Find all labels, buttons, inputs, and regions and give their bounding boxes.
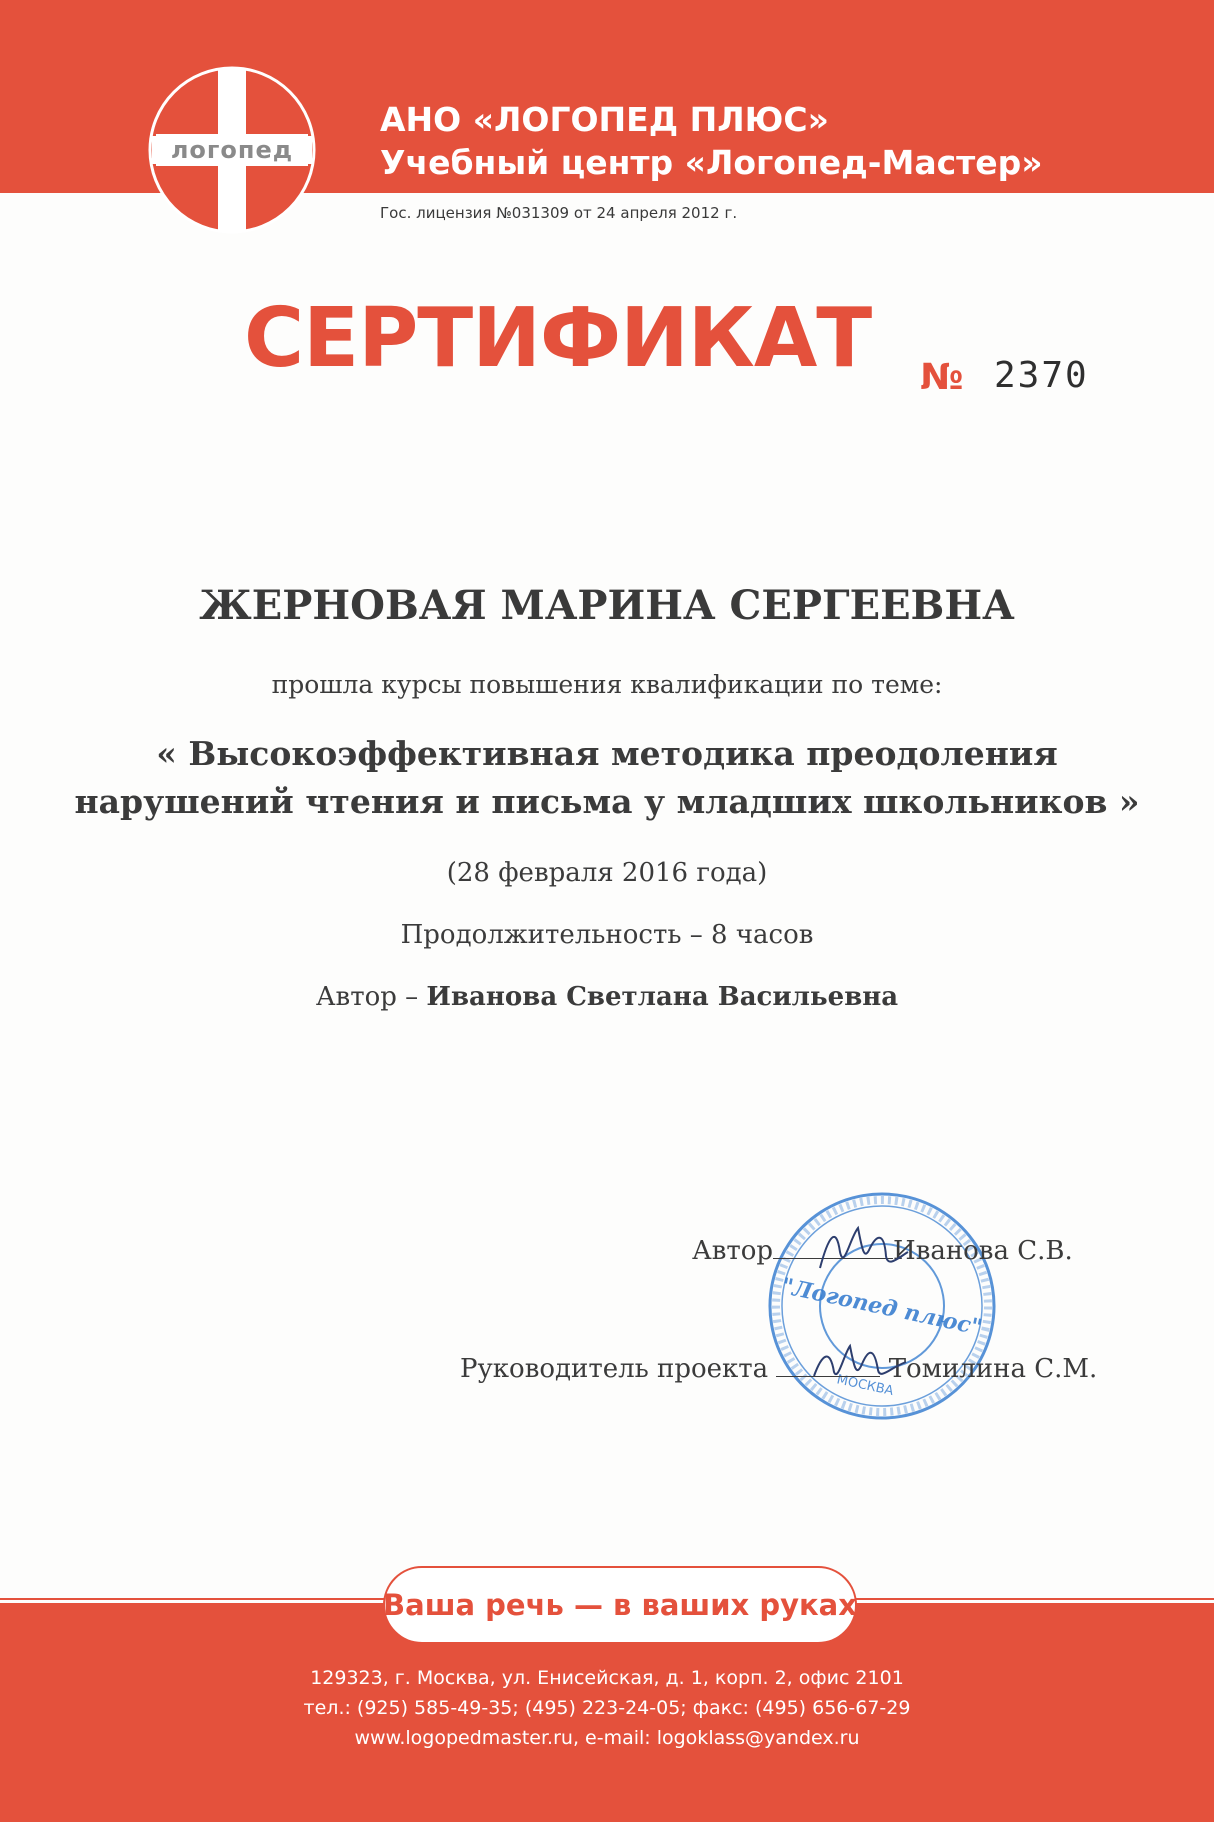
license-text: Гос. лицензия №031309 от 24 апреля 2012 г. [380, 204, 738, 222]
manager-signature-name: Томилина С.М. [888, 1354, 1098, 1384]
stamp-center-text: "Логопед плюс" [779, 1272, 985, 1341]
slogan-text: Ваша речь — в ваших руках [383, 1588, 857, 1622]
recipient-name: ЖЕРНОВАЯ МАРИНА СЕРГЕЕВНА [199, 582, 1015, 629]
author-signature-name: Иванова С.В. [893, 1236, 1073, 1266]
course-author [0, 982, 1214, 1012]
footer-address: 129323, г. Москва, ул. Енисейская, д. 1, корп. 2, офис 2101 [310, 1667, 904, 1689]
manager-signature-scribble [810, 1332, 910, 1388]
author-role: Автор [692, 1236, 774, 1266]
stamp-city: МОСКВА [835, 1372, 895, 1400]
certificate-number-label: № [920, 357, 964, 398]
footer-phones: тел.: (925) 585-49-35; (495) 223-24-05; факс: (495) 656-67-29 [303, 1697, 911, 1719]
course-topic-line1: « Высокоэффективная методика преодоления [156, 734, 1058, 773]
certificate-number: 2370 [994, 355, 1089, 396]
author-signature-scribble [814, 1218, 914, 1278]
logo-icon [148, 66, 316, 234]
certificate-title: СЕРТИФИКАТ [244, 291, 872, 386]
course-author-name: Иванова Светлана Васильевна [426, 982, 899, 1012]
manager-signature-row [460, 1354, 1097, 1384]
manager-role: Руководитель проекта [460, 1354, 769, 1384]
training-center-name: Учебный центр «Логопед-Мастер» [380, 143, 1043, 182]
course-intro: прошла курсы повышения квалификации по теме: [271, 670, 943, 699]
course-topic-line2: нарушений чтения и письма у младших школьников » [74, 782, 1140, 821]
logo-text: логопед [170, 136, 294, 164]
organization-name: АНО «ЛОГОПЕД ПЛЮС» [380, 100, 829, 139]
course-date: (28 февраля 2016 года) [446, 858, 768, 888]
footer-web: www.logopedmaster.ru, e-mail: logoklass@yandex.ru [354, 1727, 860, 1749]
course-author-label: Автор – [315, 982, 427, 1012]
course-duration: Продолжительность – 8 часов [400, 920, 814, 950]
